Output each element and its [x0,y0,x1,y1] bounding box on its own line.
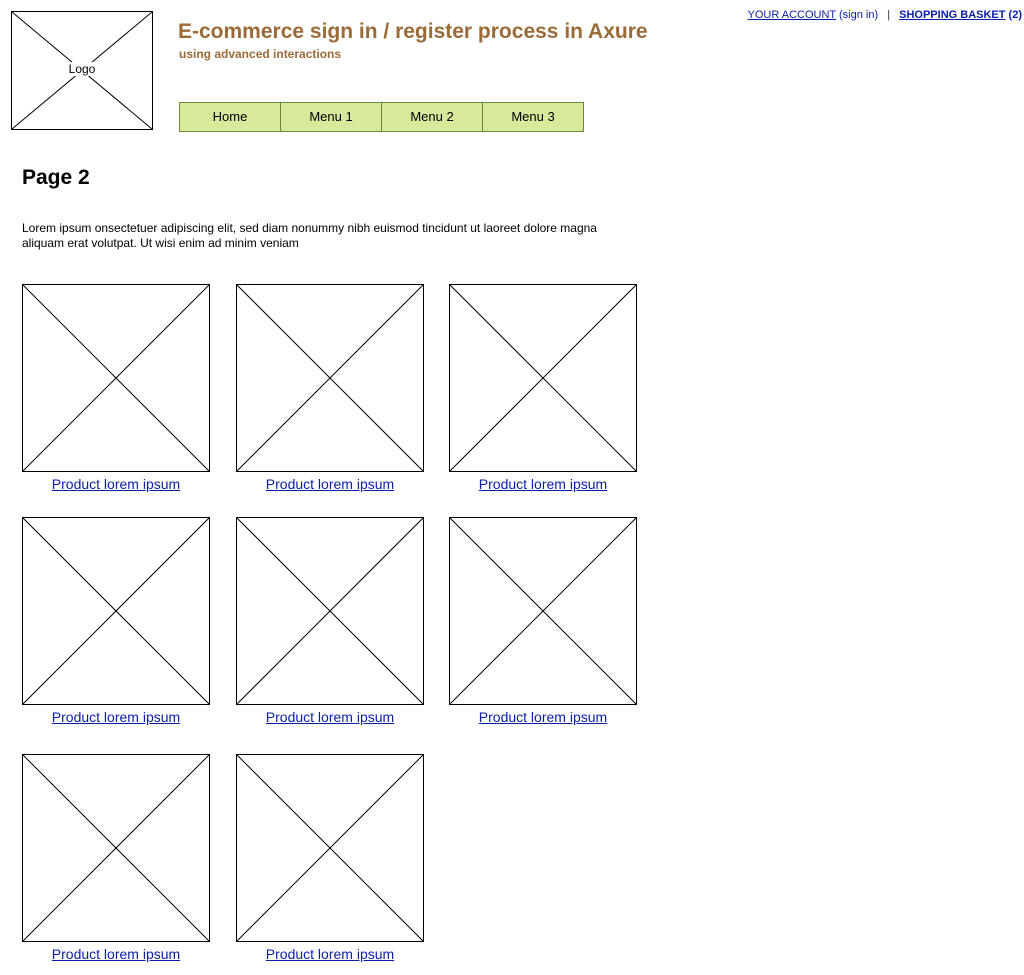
product-card [449,517,637,725]
placeholder-cross-icon [23,518,209,704]
product-image[interactable] [22,517,210,705]
site-subtitle: using advanced interactions [179,47,342,61]
product-link[interactable]: Product lorem ipsum [265,709,395,725]
product-card [449,284,637,492]
product-card [22,517,210,725]
placeholder-cross-icon [237,755,423,941]
menu-item-home[interactable]: Home [180,103,281,131]
product-link[interactable]: Product lorem ipsum [265,946,395,962]
product-image[interactable] [449,517,637,705]
shopping-basket-link[interactable]: SHOPPING BASKET [899,9,1006,21]
menu-item-menu-1[interactable]: Menu 1 [281,103,382,131]
product-link[interactable]: Product lorem ipsum [51,946,181,962]
basket-count: (2) [1008,9,1022,21]
page-title: Page 2 [22,166,90,189]
product-link[interactable]: Product lorem ipsum [51,476,181,492]
site-title: E-commerce sign in / register process in Axure [178,20,648,43]
product-link[interactable]: Product lorem ipsum [478,476,608,492]
product-image[interactable] [22,754,210,942]
product-card [236,517,424,725]
logo-placeholder[interactable] [11,11,153,130]
menu-item-menu-2[interactable]: Menu 2 [382,103,483,131]
your-account-link[interactable]: YOUR ACCOUNT [747,9,836,21]
placeholder-cross-icon [237,518,423,704]
logo-label: Logo [65,62,100,76]
product-card [236,754,424,962]
account-bar [748,9,1022,21]
menu-item-menu-3[interactable]: Menu 3 [483,103,583,131]
product-link[interactable]: Product lorem ipsum [51,709,181,725]
account-separator: | [887,9,891,21]
product-card [22,284,210,492]
product-image[interactable] [236,517,424,705]
product-card [236,284,424,492]
placeholder-cross-icon [23,755,209,941]
product-link[interactable]: Product lorem ipsum [265,476,395,492]
sign-in-hint: (sign in) [839,9,879,21]
placeholder-cross-icon [450,285,636,471]
product-image[interactable] [236,754,424,942]
intro-text: Lorem ipsum onsectetuer adipiscing elit, sed diam nonummy nibh euismod tincidunt ut laoreet dolore magna aliquam erat volutpat. Ut wisi enim ad minim veniam [22,221,597,250]
product-link[interactable]: Product lorem ipsum [478,709,608,725]
product-card [22,754,210,962]
product-image[interactable] [449,284,637,472]
placeholder-cross-icon [450,518,636,704]
product-image[interactable] [236,284,424,472]
product-image[interactable] [22,284,210,472]
main-menu [179,102,584,132]
placeholder-cross-icon [23,285,209,471]
placeholder-cross-icon [237,285,423,471]
